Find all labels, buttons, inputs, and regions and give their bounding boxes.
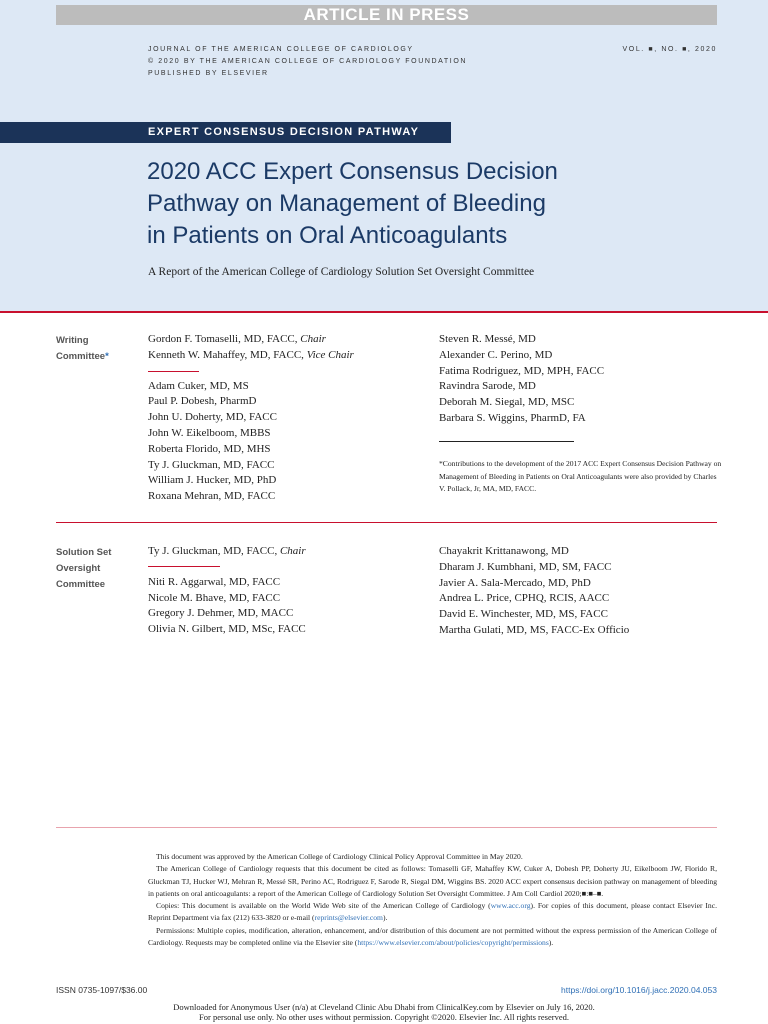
member-name: Roberta Florido, MD, MHS [148, 442, 271, 455]
member-name: Alexander C. Perino, MD [439, 348, 553, 361]
download-line: For personal use only. No other uses without permission. Copyright ©2020. Elsevier Inc. All rights reserved. [199, 1012, 569, 1022]
member-name: Barbara S. Wiggins, PharmD, FA [439, 411, 586, 424]
member-name: John U. Doherty, MD, FACC [148, 411, 277, 424]
volume-info: VOL. ■, NO. ■, 2020 [622, 46, 717, 53]
member-name: Fatima Rodriguez, MD, MPH, FACC [439, 364, 605, 377]
member-name: Chayakrit Krittanawong, MD [439, 545, 569, 557]
section-banner [0, 122, 451, 143]
member-name: Nicole M. Bhave, MD, FACC [148, 591, 281, 604]
oversight-committee-left [148, 544, 306, 638]
label-line: Solution Set [56, 547, 112, 558]
title-line: 2020 ACC Expert Consensus Decision [147, 158, 558, 185]
copies-note: Copies: This document is available on the World Wide Web site of the American College of Cardiology (www.acc.org). For copies of this document, please contact Elsevier Inc. Reprint Department via fax (212) 633-3820 or e-mail (reprints@elsevier.com). [148, 901, 717, 923]
title-line: in Patients on Oral Anticoagulants [147, 222, 508, 249]
member-name: Deborah M. Siegal, MD, MSC [439, 396, 575, 409]
citation-note: The American College of Cardiology requests that this document be cited as follows: Tomaselli GF, Mahaffey KW, Cuker A, Dobesh PP, Doherty JU, Eikelboom JW, Florido R, Gluckman TJ, Hucker WJ, Mehran R, Messé SR, Perino AC, Rodriguez F, Sarode R, Siegal DM, Wiggins BS. 2020 ACC expert consensus decision pathway on management of bleeding in patients on oral anticoagulants: a report of the American College of Cardiology Solution Set Oversight Committee. J Am Coll Cardiol 2020;■:■–■. [148, 864, 717, 898]
label-line: Committee [56, 579, 106, 590]
member-name: William J. Hucker, MD, PhD [148, 474, 277, 487]
permissions-note: Permissions: Multiple copies, modification, alteration, enhancement, and/or distribution of this document are not permitted without the express permission of the American College of Cardiology. Requests may be completed online via the Elsevier site (https://www.elsevier.com/about/policies/copyright/permissions). [148, 925, 717, 948]
member-name: Olivia N. Gilbert, MD, MSc, FACC [148, 623, 306, 636]
chair-underline [148, 566, 220, 567]
member-name: Paul P. Dobesh, PharmD [148, 395, 257, 408]
permissions-link[interactable]: https://www.elsevier.com/about/policies/copyright/permissions [357, 938, 549, 948]
document-notes [148, 851, 717, 949]
member-name: Andrea L. Price, CPHQ, RCIS, AACC [439, 592, 610, 605]
journal-copyright: © 2020 BY THE AMERICAN COLLEGE OF CARDIOLOGY FOUNDATION [148, 58, 468, 65]
member-name: David E. Winchester, MD, MS, FACC [439, 608, 608, 621]
writing-committee-left [148, 332, 354, 505]
issn: ISSN 0735-1097/$36.00 [56, 985, 148, 995]
member-name: Dharam J. Kumbhani, MD, SM, FACC [439, 560, 612, 573]
member-name: Roxana Mehran, MD, FACC [148, 490, 276, 503]
header-divider [0, 311, 768, 313]
article-in-press-banner: ARTICLE IN PRESS [56, 5, 717, 25]
writing-committee-right [439, 332, 604, 427]
member-name: Martha Gulati, MD, MS, FACC-Ex Officio [439, 623, 630, 636]
journal-meta [148, 44, 467, 80]
member-name: Steven R. Messé, MD [439, 333, 536, 345]
chair-entry: Ty J. Gluckman, MD, FACC, Chair [148, 545, 306, 557]
member-name: Gregory J. Dehmer, MD, MACC [148, 607, 294, 620]
article-subtitle: A Report of the American College of Cardiology Solution Set Oversight Committee [148, 266, 535, 278]
contribution-footnote: *Contributions to the development of the 2017 ACC Expert Consensus Decision Pathway on Management of Bleeding in Patients on Oral Anticoagulants were also provided by Charles V. Pollack, Jr, MA, MD, FACC. [439, 459, 722, 493]
member-name: Adam Cuker, MD, MS [148, 379, 249, 392]
article-title [147, 156, 687, 252]
chair-underline [148, 371, 199, 372]
chair-entry: Gordon F. Tomaselli, MD, FACC, Chair [148, 333, 326, 345]
acc-link[interactable]: www.acc.org [490, 901, 531, 911]
footnote-asterisk[interactable]: * [105, 351, 109, 362]
label-line: Committee* [56, 351, 109, 362]
member-name: Javier A. Sala-Mercado, MD, PhD [439, 576, 591, 589]
member-name: Niti R. Aggarwal, MD, FACC [148, 575, 281, 588]
section-divider [56, 522, 717, 523]
journal-name: JOURNAL OF THE AMERICAN COLLEGE OF CARDIOLOGY [148, 46, 414, 53]
journal-publisher: PUBLISHED BY ELSEVIER [148, 70, 269, 77]
writing-committee-label [56, 333, 109, 365]
title-line: Pathway on Management of Bleeding [147, 190, 546, 217]
vice-chair-entry: Kenneth W. Mahaffey, MD, FACC, Vice Chair [148, 348, 354, 361]
reprints-email-link[interactable]: reprints@elsevier.com [314, 913, 383, 923]
notes-divider [56, 827, 717, 828]
download-notice [0, 1002, 768, 1022]
oversight-committee-label [56, 545, 111, 593]
label-line: Writing [56, 335, 89, 346]
label-line: Oversight [56, 563, 101, 574]
footnote-rule [439, 441, 574, 442]
section-label: EXPERT CONSENSUS DECISION PATHWAY [148, 126, 420, 138]
approval-note: This document was approved by the American College of Cardiology Clinical Policy Approval Committee in May 2020. [156, 852, 523, 861]
download-line: Downloaded for Anonymous User (n/a) at Cleveland Clinic Abu Dhabi from ClinicalKey.com by Elsevier on July 16, 2020. [173, 1002, 595, 1012]
member-name: John W. Eikelboom, MBBS [148, 426, 271, 439]
doi-link[interactable]: https://doi.org/10.1016/j.jacc.2020.04.053 [561, 985, 717, 995]
member-name: Ty J. Gluckman, MD, FACC [148, 458, 275, 471]
oversight-committee-right [439, 544, 629, 639]
member-name: Ravindra Sarode, MD [439, 380, 536, 393]
